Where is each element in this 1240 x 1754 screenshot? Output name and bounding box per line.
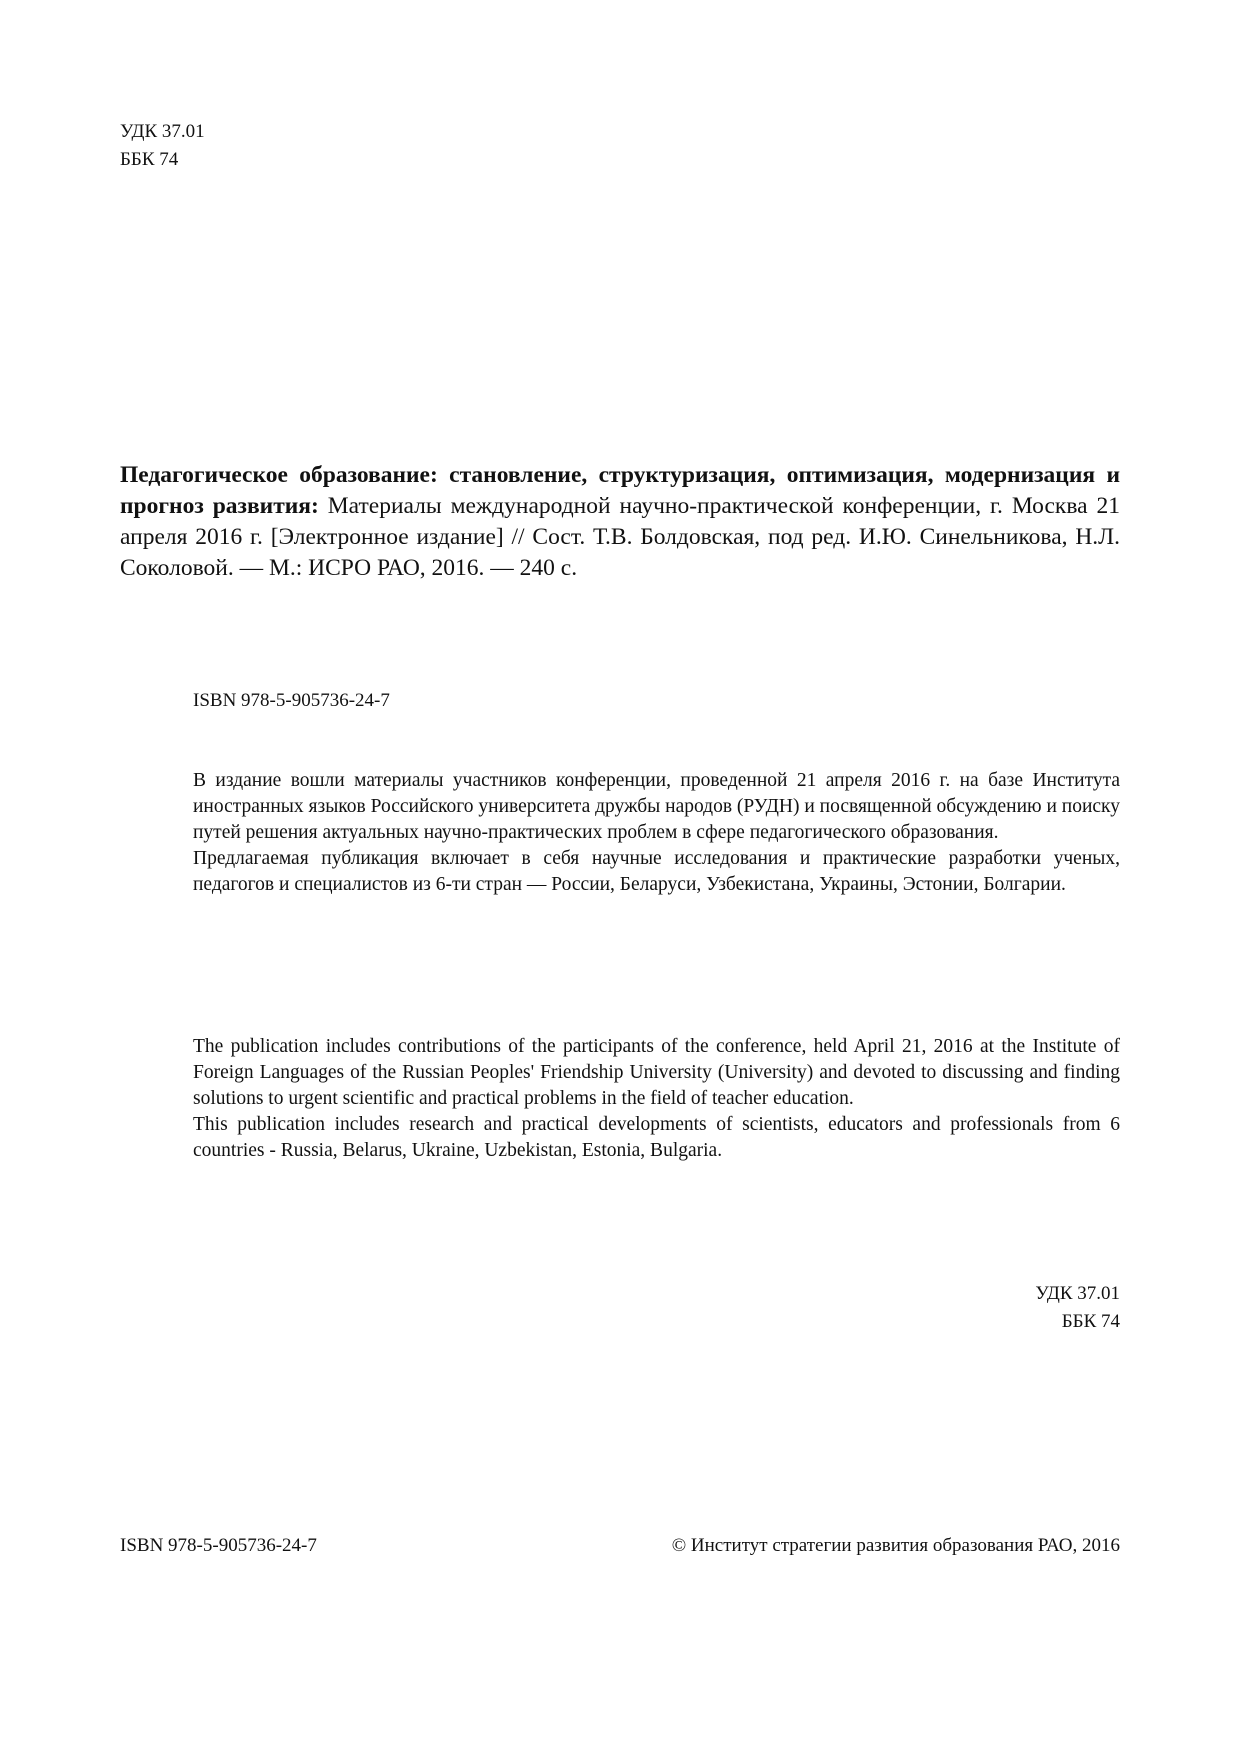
isbn-number: ISBN 978-5-905736-24-7 — [193, 690, 390, 711]
bbk-code: ББК 74 — [1061, 1311, 1120, 1332]
abstract-english — [193, 1034, 1120, 1164]
abstract-russian — [193, 768, 1120, 898]
udk-code: УДК 37.01 — [120, 121, 205, 142]
bibliographic-record — [120, 460, 1120, 584]
publication-description: Материалы международной научно-практической конференции, г. Москва 21 апреля 2016 г. [Электронное издание] // Сост. Т.В. Болдовская, под ред. И.Ю. Синельникова, Н.Л. Соколовой. — М.: ИСРО РАО, 2016. — 240 с. — [120, 493, 1121, 581]
udk-code: УДК 37.01 — [1035, 1283, 1120, 1304]
publication-title: Педагогическое образование: становление, структуризация, оптимизация, модернизация и прогноз развития: — [120, 462, 1120, 519]
abstract-ru-paragraph: В издание вошли материалы участников конференции, проведенной 21 апреля 2016 г. на базе Института иностранных языков Российского университета дружбы народов (РУДН) и посвященной обсуждению и поиску путей решения актуальных научно-практических проблем в сфере педагогического образования. — [193, 770, 1120, 843]
abstract-en-paragraph: This publication includes research and practical developments of scientists, educators and professionals from 6 countries - Russia, Belarus, Ukraine, Uzbekistan, Estonia, Bulgaria. — [193, 1114, 1120, 1161]
classification-block-top — [120, 118, 205, 174]
footer-copyright: © Институт стратегии развития образования РАО, 2016 — [671, 1535, 1120, 1556]
classification-block-bottom — [1035, 1280, 1120, 1336]
abstract-en-paragraph: The publication includes contributions of the participants of the conference, held April 21, 2016 at the Institute of Foreign Languages of the Russian Peoples' Friendship University (University) and devoted to discussing and finding solutions to urgent scientific and practical problems in the field of teacher education. — [193, 1036, 1120, 1109]
footer-isbn: ISBN 978-5-905736-24-7 — [120, 1535, 317, 1556]
abstract-ru-paragraph: Предлагаемая публикация включает в себя научные исследования и практические разработки ученых, педагогов и специалистов из 6-ти стран — России, Беларуси, Узбекистана, Украины, Эстонии, Болгарии. — [193, 848, 1120, 895]
bbk-code: ББК 74 — [120, 149, 179, 170]
